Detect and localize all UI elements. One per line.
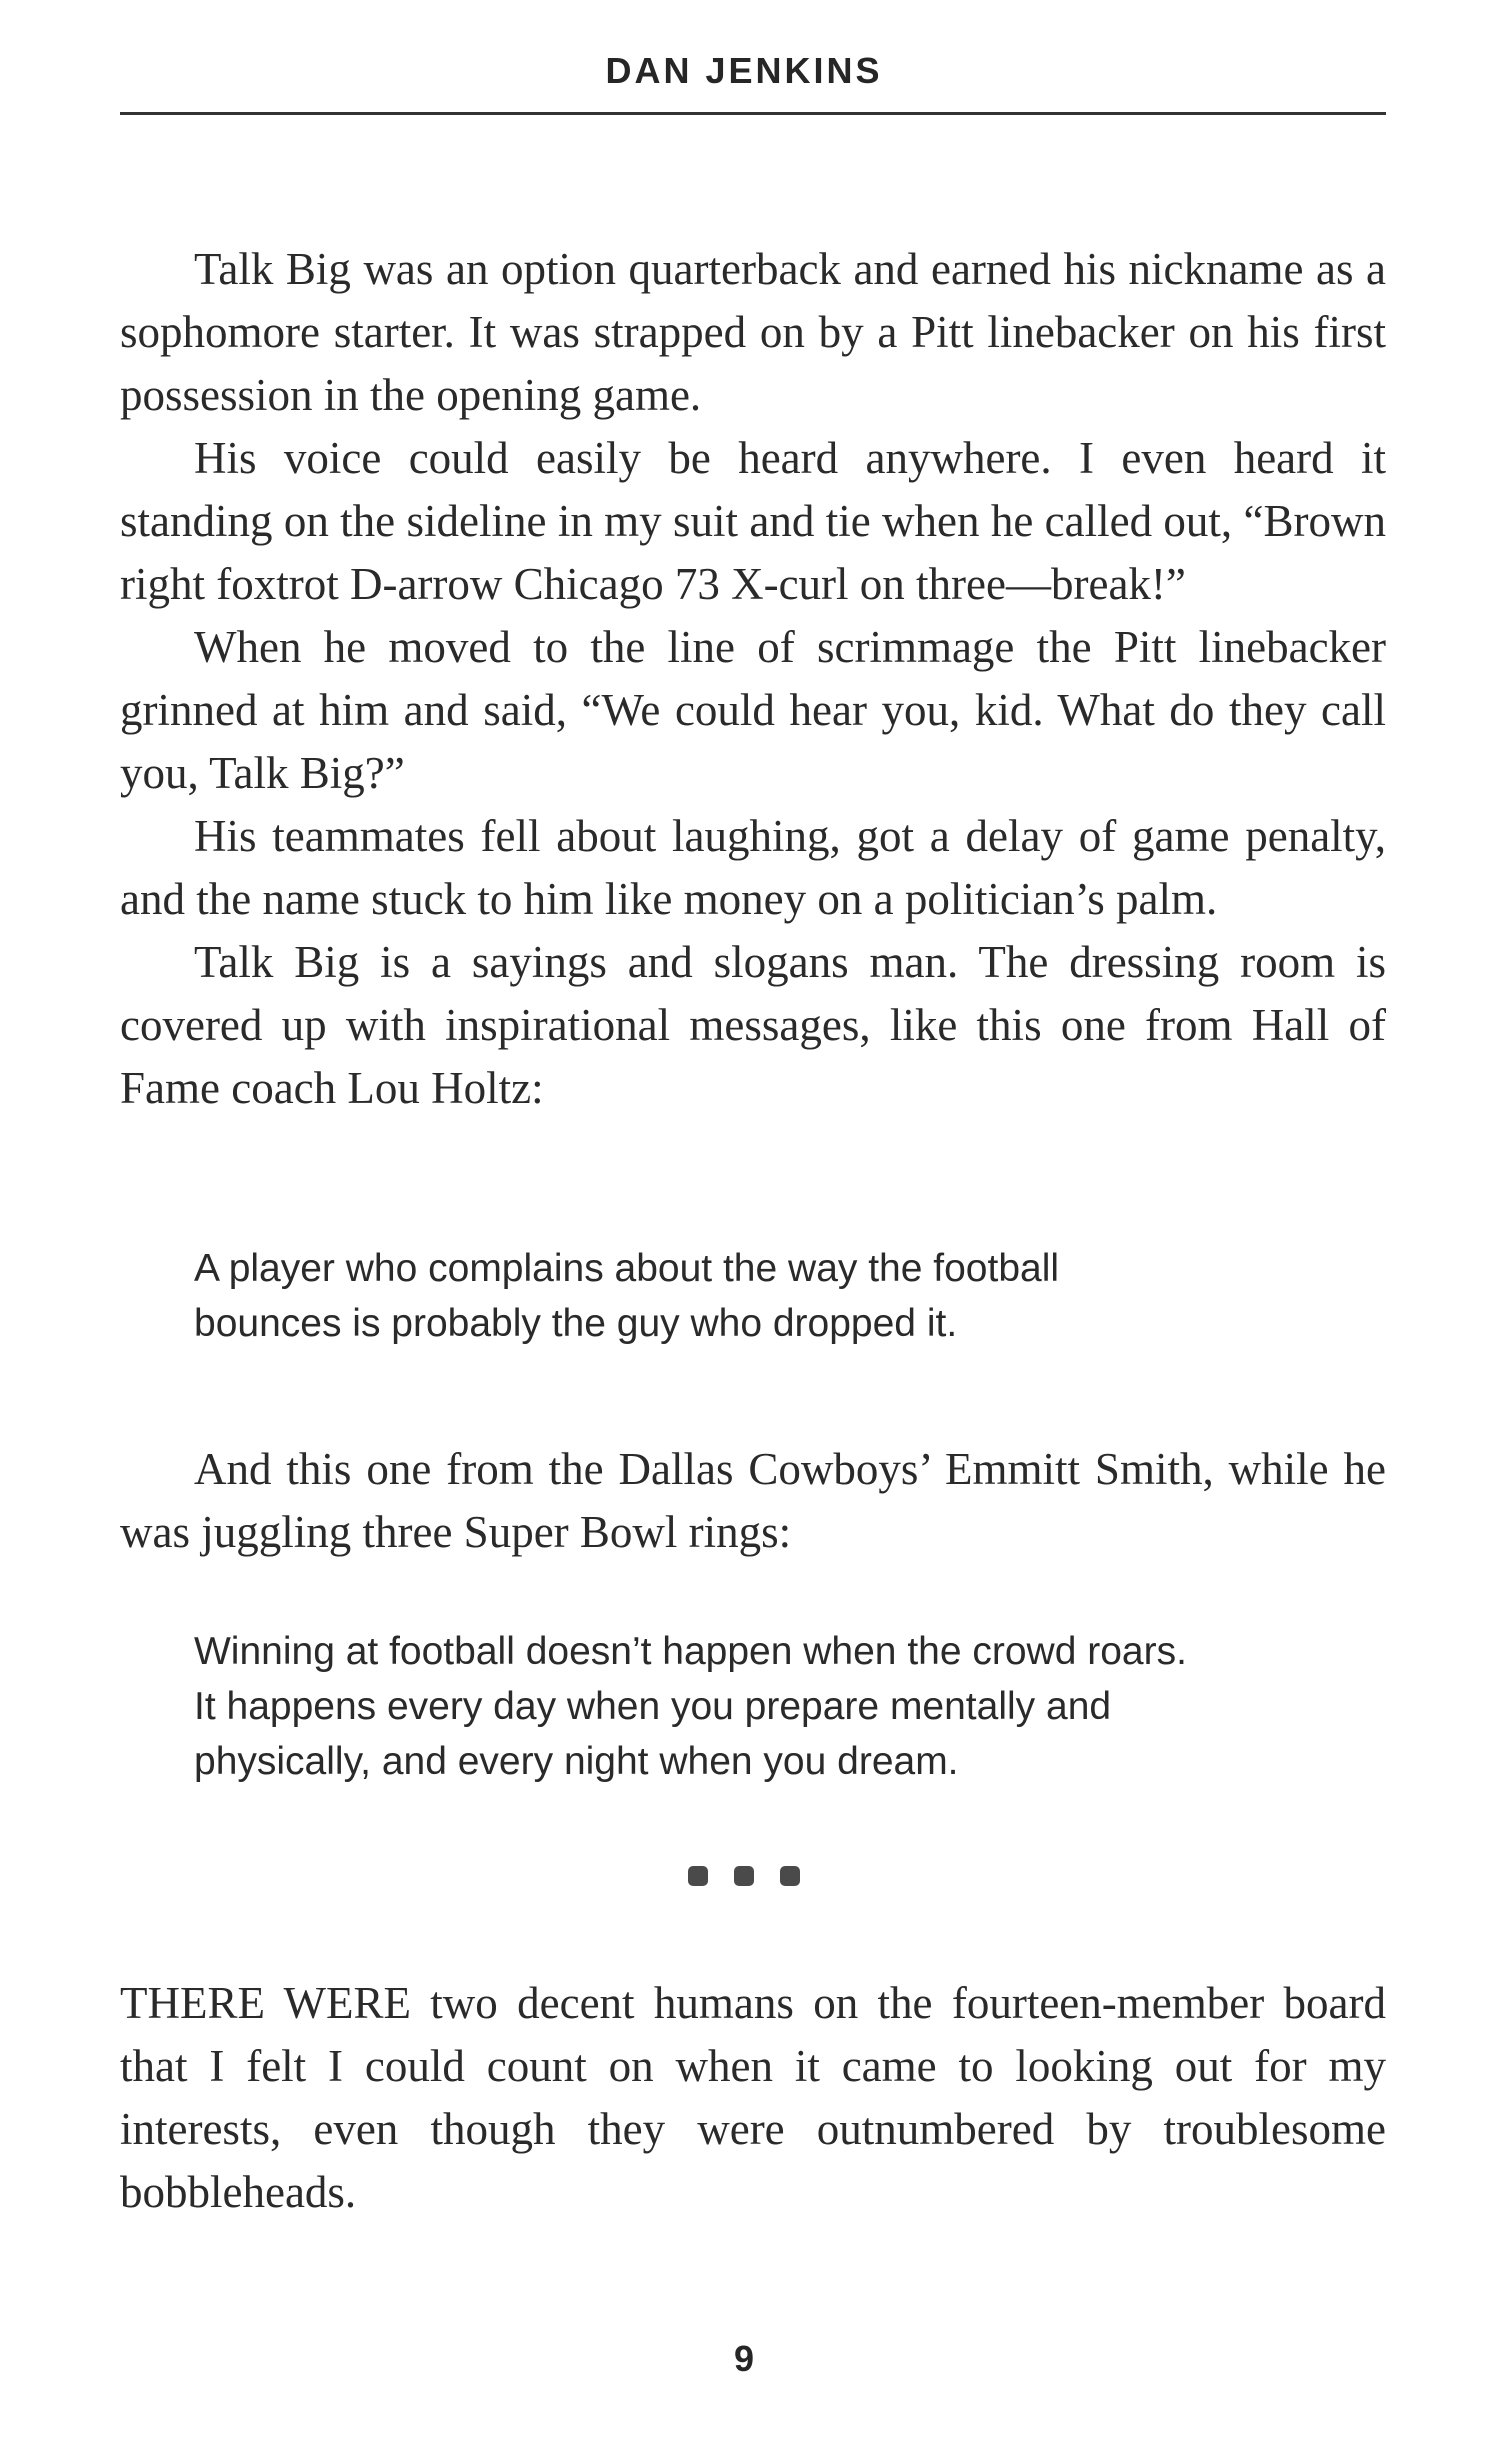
quote-line: A player who complains about the way the football bbox=[194, 1247, 1060, 1290]
section-lead-in: THERE WERE bbox=[120, 1978, 411, 2028]
page-number: 9 bbox=[733, 2338, 755, 2379]
section-break-ornament-icon bbox=[0, 1866, 1488, 1886]
ornament-dot bbox=[688, 1866, 708, 1886]
paragraph: When he moved to the line of scrimmage the Pitt linebacker grinned at him and said, “We could hear you, kid. What do they call you, Talk Big?” bbox=[120, 622, 1386, 798]
section-paragraph bbox=[120, 1972, 1386, 2224]
block-quote-holtz bbox=[194, 1241, 1386, 1351]
body-text-block-2 bbox=[120, 1438, 1386, 1564]
ornament-dot bbox=[780, 1866, 800, 1886]
quote-line: Winning at football doesn’t happen when the crowd roars. bbox=[194, 1630, 1187, 1673]
quote-line: physically, and every night when you dream. bbox=[194, 1740, 959, 1783]
paragraph: Talk Big was an option quarterback and earned his nickname as a sophomore starter. It was strapped on by a Pitt linebacker on his first possession in the opening game. bbox=[120, 244, 1386, 420]
quote-line: It happens every day when you prepare mentally and bbox=[194, 1685, 1112, 1728]
ornament-dot bbox=[734, 1866, 754, 1886]
section-text: two decent humans on the fourteen-member board that I felt I could count on when it came to looking out for my interests, even though they were outnumbered by troublesome bobbleheads. bbox=[120, 1978, 1386, 2217]
quote-line: bounces is probably the guy who dropped it. bbox=[194, 1302, 958, 1345]
paragraph: His teammates fell about laughing, got a delay of game penalty, and the name stuck to him like money on a politician’s palm. bbox=[120, 811, 1386, 924]
running-head: DAN JENKINS bbox=[605, 50, 883, 91]
paragraph: His voice could easily be heard anywhere. I even heard it standing on the sideline in my suit and tie when he called out, “Brown right foxtrot D-arrow Chicago 73 X-curl on three—break!” bbox=[120, 433, 1386, 609]
body-text-block-1 bbox=[120, 238, 1386, 1120]
header-rule bbox=[120, 112, 1386, 115]
block-quote-smith bbox=[194, 1624, 1386, 1789]
paragraph: Talk Big is a sayings and slogans man. The dressing room is covered up with inspirational messages, like this one from Hall of Fame coach Lou Holtz: bbox=[120, 937, 1386, 1113]
paragraph: And this one from the Dallas Cowboys’ Emmitt Smith, while he was juggling three Super Bowl rings: bbox=[120, 1444, 1386, 1557]
body-text-block-3 bbox=[120, 1972, 1386, 2224]
